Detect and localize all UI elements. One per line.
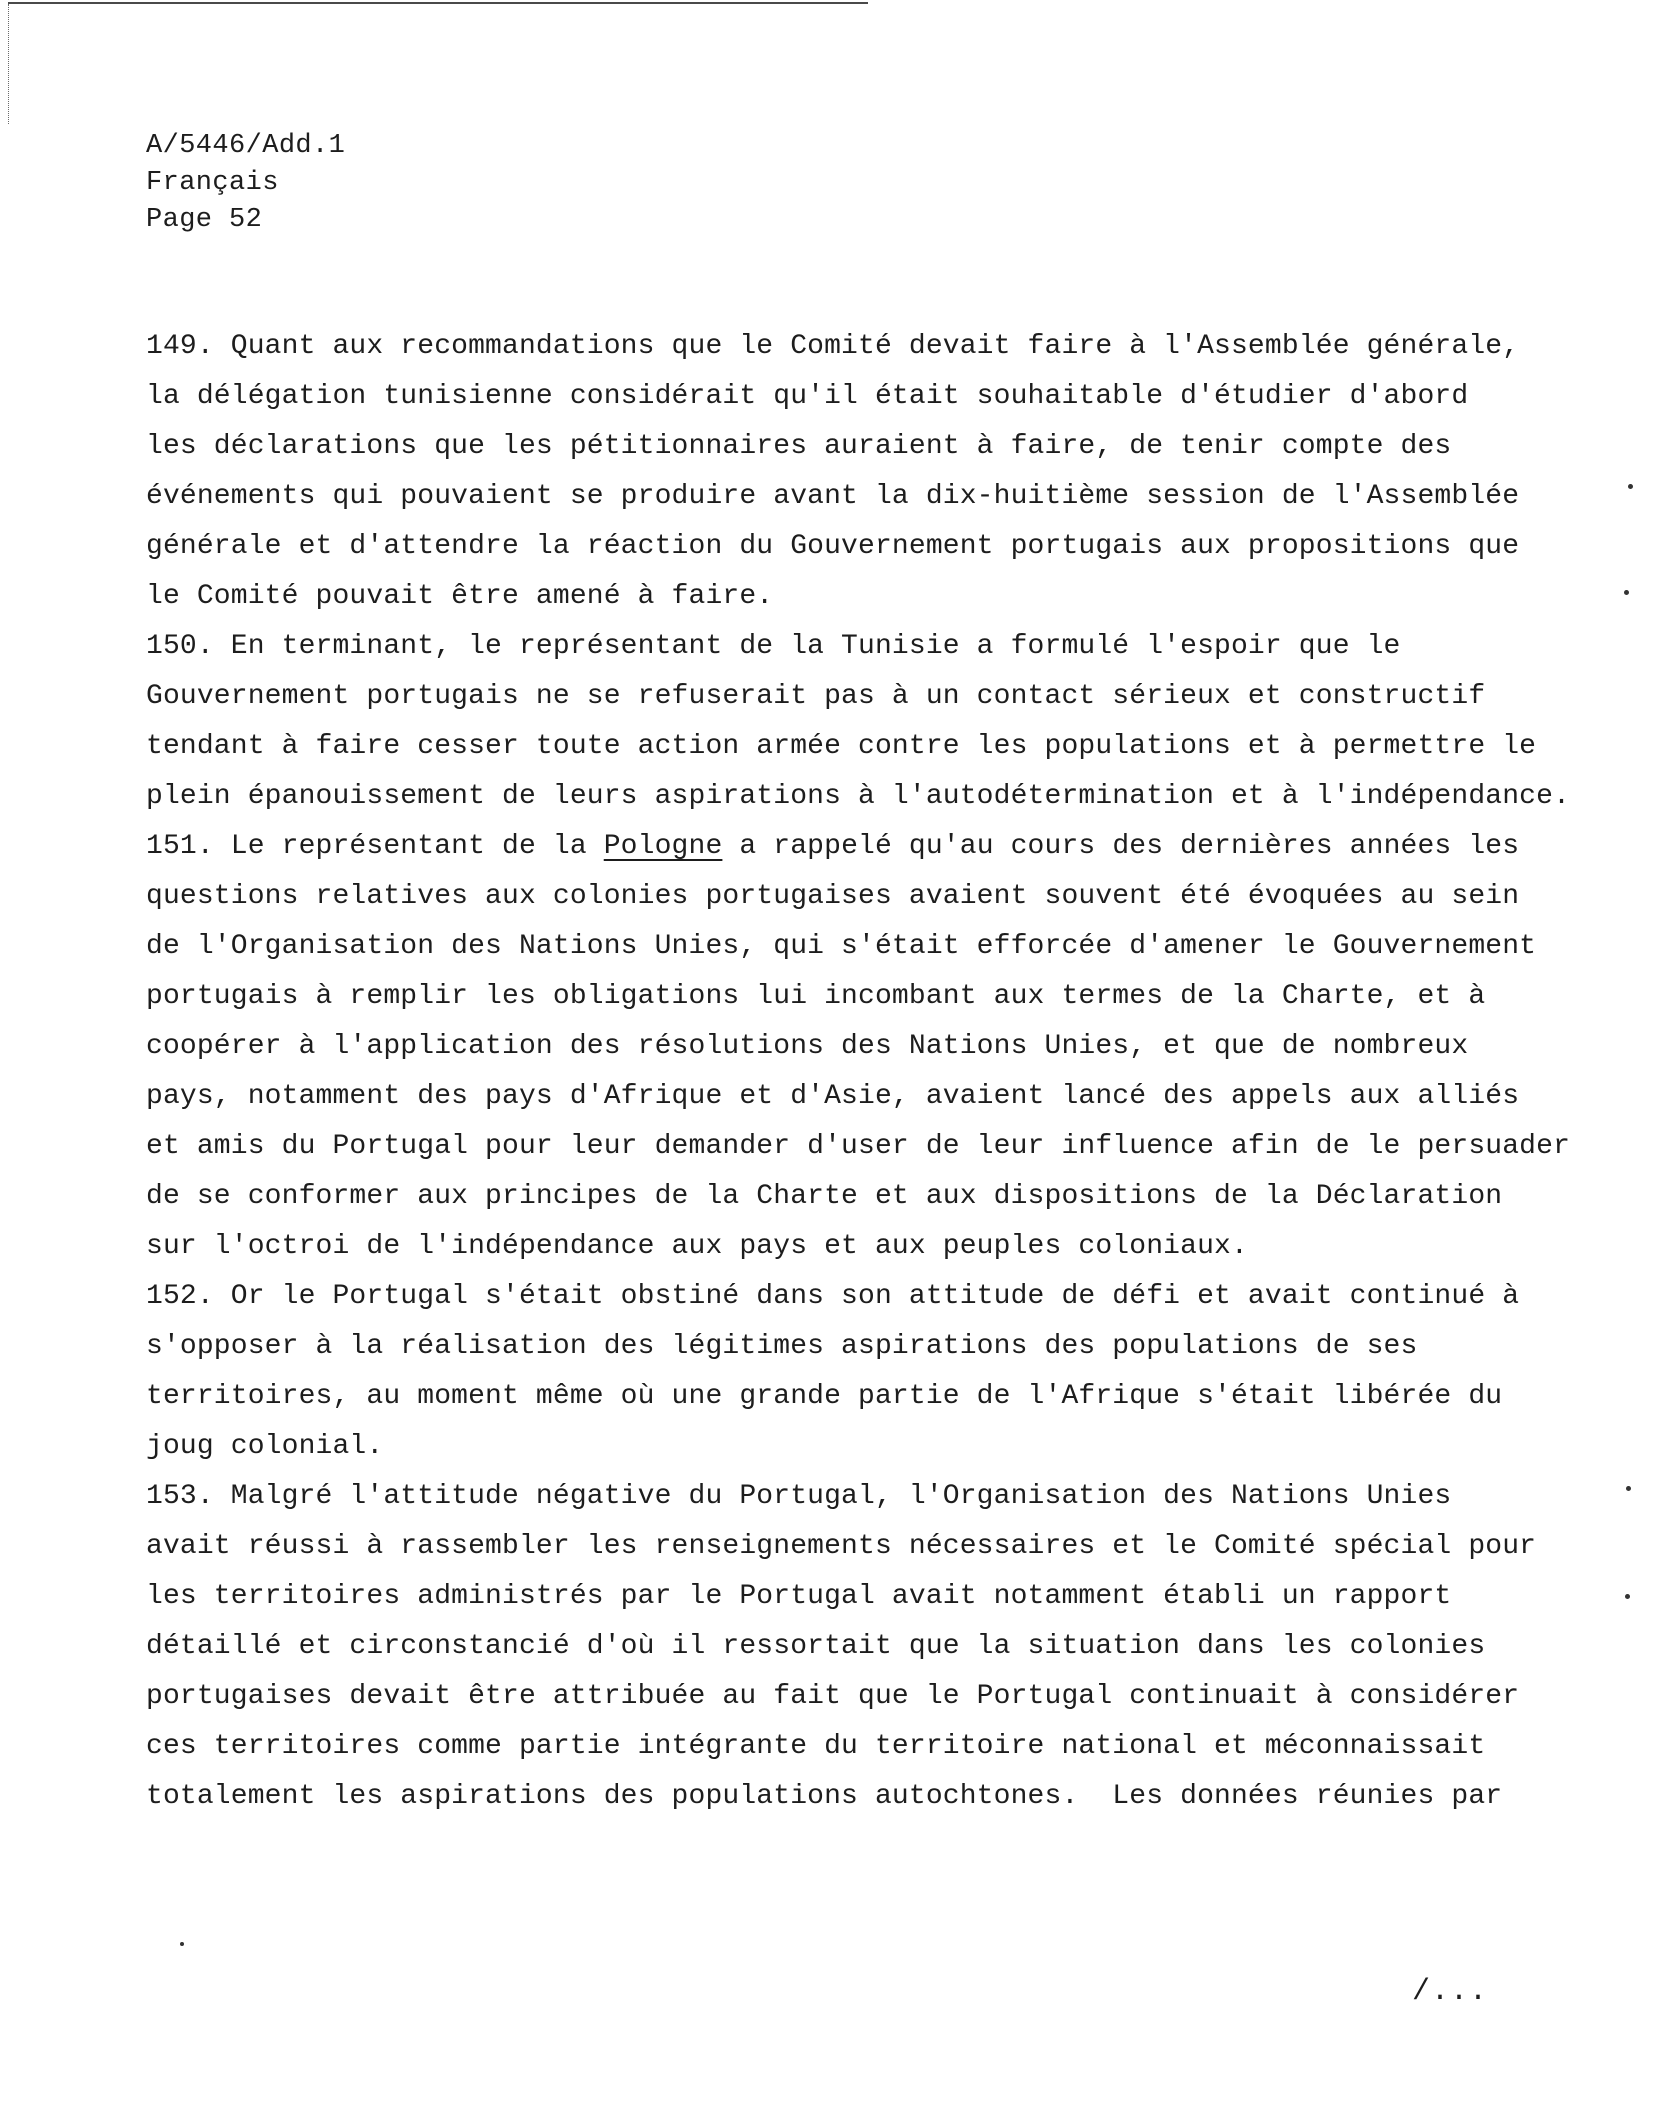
text-segment: 151. Le représentant de la: [146, 831, 604, 862]
paragraph-151: [146, 822, 1571, 1272]
paragraph-153: [146, 1472, 1566, 1822]
text-line: 152. Or le Portugal s'était obstiné dans son attitude de défi et avait continué à: [146, 1281, 1520, 1312]
text-line: joug colonial.: [146, 1431, 384, 1462]
text-line: 153. Malgré l'attitude négative du Portugal, l'Organisation des Nations Unies: [146, 1481, 1452, 1512]
text-line: le Comité pouvait être amené à faire.: [146, 581, 774, 612]
text-segment: a rappelé qu'au cours des dernières années les: [722, 831, 1520, 862]
text-line: de l'Organisation des Nations Unies, qui s'était efforcée d'amener le Gouvernement: [146, 931, 1537, 962]
text-line: 150. En terminant, le représentant de la Tunisie a formulé l'espoir que le: [146, 631, 1401, 662]
underlined-country: Pologne: [603, 831, 723, 862]
scan-speck: [180, 1942, 184, 1946]
text-line: Gouvernement portugais ne se refuserait pas à un contact sérieux et constructif: [146, 681, 1486, 712]
text-line: détaillé et circonstancié d'où il ressortait que la situation dans les colonies: [146, 1631, 1486, 1662]
paragraph-149: [146, 322, 1566, 622]
text-line: de se conformer aux principes de la Charte et aux dispositions de la Déclaration: [146, 1181, 1503, 1212]
text-line: plein épanouissement de leurs aspirations à l'autodétermination et à l'indépendance.: [146, 781, 1571, 812]
scan-left-edge: [8, 4, 9, 124]
text-line: [146, 822, 1566, 872]
paragraph-150: [146, 622, 1571, 822]
text-line: questions relatives aux colonies portugaises avaient souvent été évoquées au sein: [146, 881, 1520, 912]
page-number: Page 52: [146, 205, 263, 235]
text-line: 149. Quant aux recommandations que le Comité devait faire à l'Assemblée générale,: [146, 331, 1520, 362]
text-line: les territoires administrés par le Portugal avait notamment établi un rapport: [146, 1581, 1452, 1612]
text-line: événements qui pouvaient se produire avant la dix-huitième session de l'Assemblée: [146, 481, 1520, 512]
text-line: pays, notamment des pays d'Afrique et d'Asie, avaient lancé des appels aux alliés: [146, 1081, 1520, 1112]
text-line: coopérer à l'application des résolutions des Nations Unies, et que de nombreux: [146, 1031, 1469, 1062]
text-line: portugaises devait être attribuée au fait que le Portugal continuait à considérer: [146, 1681, 1520, 1712]
scan-speck: [1624, 590, 1629, 595]
continuation-mark: /...: [1412, 1975, 1489, 2009]
text-line: s'opposer à la réalisation des légitimes aspirations des populations de ses: [146, 1331, 1418, 1362]
text-line: territoires, au moment même où une grande partie de l'Afrique s'était libérée du: [146, 1381, 1503, 1412]
scan-speck: [1628, 484, 1633, 489]
text-line: sur l'octroi de l'indépendance aux pays et aux peuples coloniaux.: [146, 1231, 1248, 1262]
text-line: la délégation tunisienne considérait qu'il était souhaitable d'étudier d'abord: [146, 381, 1469, 412]
document-symbol: A/5446/Add.1: [146, 131, 346, 161]
text-line: ces territoires comme partie intégrante du territoire national et méconnaissait: [146, 1731, 1486, 1762]
scan-speck: [1625, 1594, 1630, 1599]
text-line: et amis du Portugal pour leur demander d'user de leur influence afin de le persuader: [146, 1131, 1571, 1162]
text-line: tendant à faire cesser toute action armée contre les populations et à permettre le: [146, 731, 1537, 762]
scan-top-edge: [8, 2, 868, 4]
scan-speck: [1626, 1486, 1631, 1491]
text-line: portugais à remplir les obligations lui incombant aux termes de la Charte, et à: [146, 981, 1486, 1012]
paragraph-152: [146, 1272, 1566, 1472]
text-line: avait réussi à rassembler les renseignements nécessaires et le Comité spécial pour: [146, 1531, 1537, 1562]
text-line: les déclarations que les pétitionnaires auraient à faire, de tenir compte des: [146, 431, 1452, 462]
text-line: totalement les aspirations des populations autochtones. Les données réunies par: [146, 1781, 1503, 1812]
document-body: [146, 322, 1571, 1822]
document-header: [146, 128, 345, 239]
text-line: générale et d'attendre la réaction du Gouvernement portugais aux propositions que: [146, 531, 1520, 562]
document-language: Français: [146, 168, 279, 198]
